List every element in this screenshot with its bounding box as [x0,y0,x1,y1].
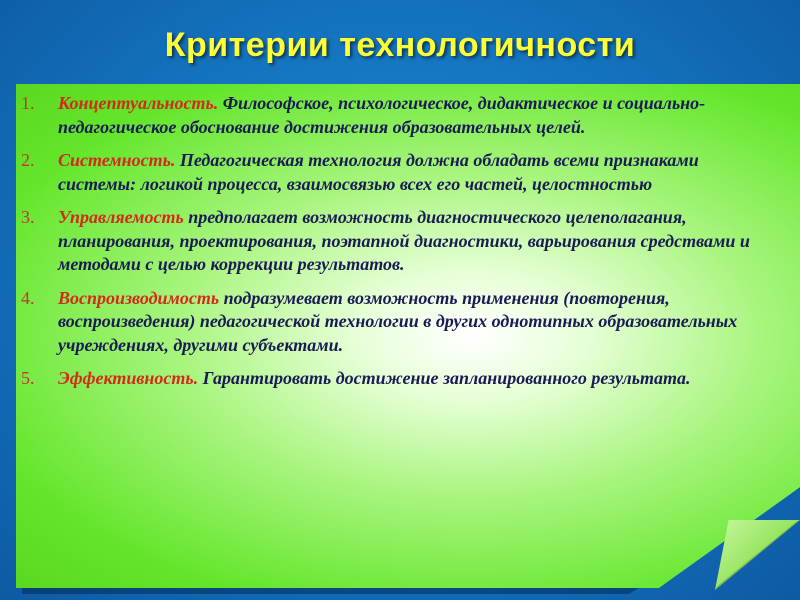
criterion-description: предполагает возможность диагностического целеполагания, планирования, проектирования, поэтапной диагностики, варьирования средствами и методами с целью коррекции результатов. [58,207,750,274]
criterion-description: Педагогическая технология должна обладать всеми признаками системы: логикой процесса, взаимосвязью всех его частей, целостностью [58,150,699,194]
item-number: 3. [21,207,35,227]
criterion-term: Управляемость [58,207,184,227]
criteria-item [16,206,776,277]
criterion-term: Эффективность. [58,368,199,388]
item-number: 2. [21,150,35,170]
criteria-item [16,287,776,358]
criteria-item [16,149,776,196]
item-number: 4. [21,287,35,308]
criteria-list [16,92,776,401]
criterion-description: Гарантировать достижение запланированного результата. [198,368,691,388]
criterion-description: Философское, психологическое, дидактическое и социально-педагогическое обоснование достижения образовательных целей. [58,93,706,137]
criteria-item [16,92,776,139]
criteria-item [16,367,776,391]
slide-title: Критерии технологичности [164,26,636,64]
criterion-term: Воспроизводимость [58,287,220,308]
item-number: 5. [21,368,35,388]
criterion-term: Концептуальность. [58,93,219,113]
criterion-term: Системность. [58,150,176,170]
criterion-description: подразумевает возможность применения (повторения, воспроизведения) педагогической технологии в других однотипных образовательных учреждениях, другими субъектами. [58,287,738,355]
item-number: 1. [21,93,35,113]
